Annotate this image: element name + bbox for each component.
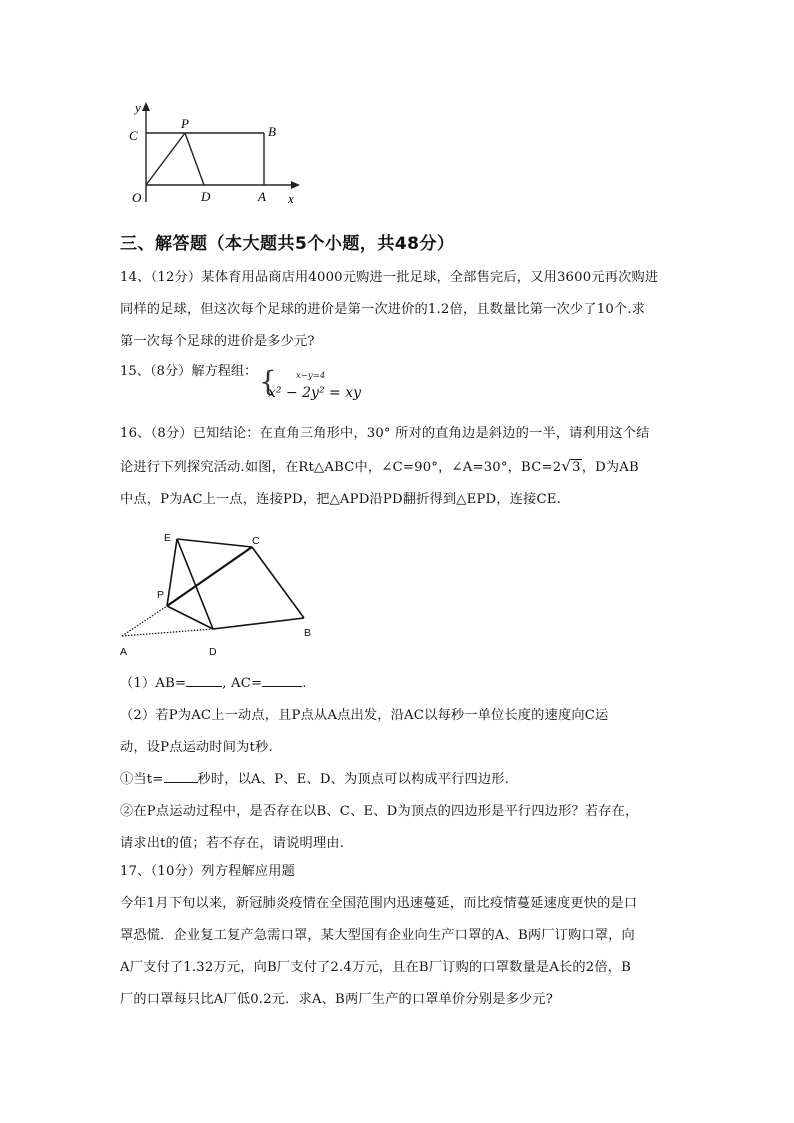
answer-blank-ac[interactable]: [262, 686, 302, 687]
question-16-subquestions: [120, 668, 676, 860]
question-16-line2-start: 论进行下列探究活动.如图，在Rt△ABC中，∠C=90°，∠A=30°，BC=2: [120, 460, 562, 475]
question-15-prefix: 15、（8分）解方程组：: [120, 364, 258, 379]
question-17-line: 今年1月下旬以来，新冠肺炎疫情在全国范围内迅速蔓延，而比疫情蔓延速度更快的是口: [120, 896, 638, 911]
sqrt-radicand: 3: [572, 460, 581, 475]
segment-ad-dotted: [122, 629, 213, 636]
question-16-line: 16、（8分）已知结论：在直角三角形中，30° 所对的直角边是斜边的一半，请利用这个结: [120, 426, 650, 441]
label-d: D: [209, 646, 217, 658]
subquestion-1: [120, 668, 676, 700]
coordinate-figure: [118, 98, 308, 210]
label-x: x: [288, 191, 294, 206]
segment-ed: [177, 539, 213, 629]
question-14-line: 同样的足球，但这次每个足球的进价是第一次进价的1.2倍，且数量比第一次少了10个.求: [120, 302, 646, 317]
item-1-start: ①当t=: [120, 772, 164, 787]
label-e: E: [164, 532, 172, 544]
question-16-line: [120, 450, 676, 484]
question-16-line2-end: ，D为AB: [581, 460, 639, 475]
item-1: [120, 764, 676, 796]
label-c: C: [129, 128, 138, 143]
segment-pd: [185, 133, 204, 185]
segment-op: [146, 133, 185, 185]
label-d: D: [201, 189, 211, 204]
segment-ap-dotted: [122, 606, 167, 636]
triangle-figure: [112, 528, 326, 662]
item-2-line: ②在P点运动过程中，是否存在以B、C、E、D为顶点的四边形是平行四边形？若存在，: [120, 804, 639, 819]
segment-ep: [167, 539, 177, 606]
section-title: 三、解答题（本大题共5个小题，共48分）: [120, 234, 455, 254]
segment-pc: [167, 547, 252, 606]
question-17-heading: 17、（10分）列方程解应用题: [120, 864, 296, 879]
segment-cb: [252, 547, 304, 618]
label-b: B: [304, 627, 312, 639]
y-axis-arrow: [142, 102, 150, 111]
answer-blank-ab[interactable]: [186, 686, 222, 687]
label-p: P: [157, 589, 165, 601]
question-17-line: 厂的口罩每只比A厂低0.2元．求A、B两厂生产的口罩单价分别是多少元?: [120, 992, 554, 1007]
x-axis-arrow: [291, 181, 300, 189]
sqrt-symbol: √: [561, 457, 572, 475]
label-p: P: [181, 116, 189, 131]
question-17-line: A厂支付了1.32万元，向B厂支付了2.4万元，且在B厂订购的口罩数量是A长的2倍，B: [120, 960, 632, 975]
question-17: [120, 856, 676, 1016]
label-a: A: [120, 646, 128, 658]
segment-ec: [177, 539, 252, 547]
subquestion-2-line: （2）若P为AC上一动点，且P点从A点出发，沿AC以每秒一单位长度的速度向C运: [120, 708, 609, 723]
subquestion-1-ac-label: , AC=: [222, 676, 263, 691]
label-y: y: [135, 100, 141, 115]
equation-bottom: x² − 2y² = xy: [268, 385, 362, 401]
item-1-end: 秒时，以A、P、E、D、为顶点可以构成平行四边形.: [197, 772, 510, 787]
equation-brace: {: [259, 365, 277, 398]
subquestion-1-end: .: [302, 676, 307, 691]
label-b: B: [268, 124, 276, 139]
segment-db: [213, 618, 304, 629]
question-14-line: 第一次每个足球的进价是多少元?: [120, 334, 315, 349]
label-c: C: [252, 535, 260, 547]
equation-top: x−y=4: [296, 371, 326, 381]
question-15: [120, 362, 480, 406]
subquestion-1-ab-label: （1）AB=: [120, 676, 187, 691]
answer-blank-t[interactable]: [164, 782, 198, 783]
item-2-line: 请求出t的值；若不存在，请说明理由.: [120, 836, 345, 851]
question-16: [120, 418, 676, 516]
segment-pd: [167, 606, 213, 629]
subquestion-2-line: 动，设P点运动时间为t秒.: [120, 740, 273, 755]
label-a: A: [258, 189, 266, 204]
question-14-line: 14、（12分）某体育用品商店用4000元购进一批足球，全部售完后，又用3600元再次购进: [120, 270, 659, 285]
question-14: [120, 262, 676, 358]
question-16-line: 中点，P为AC上一点，连接PD，把△APD沿PD翻折得到△EPD，连接CE.: [120, 492, 561, 507]
question-17-line: 罩恐慌．企业复工复产急需口罩，某大型国有企业向生产口罩的A、B两厂订购口罩，向: [120, 928, 635, 943]
label-o: O: [132, 190, 142, 205]
